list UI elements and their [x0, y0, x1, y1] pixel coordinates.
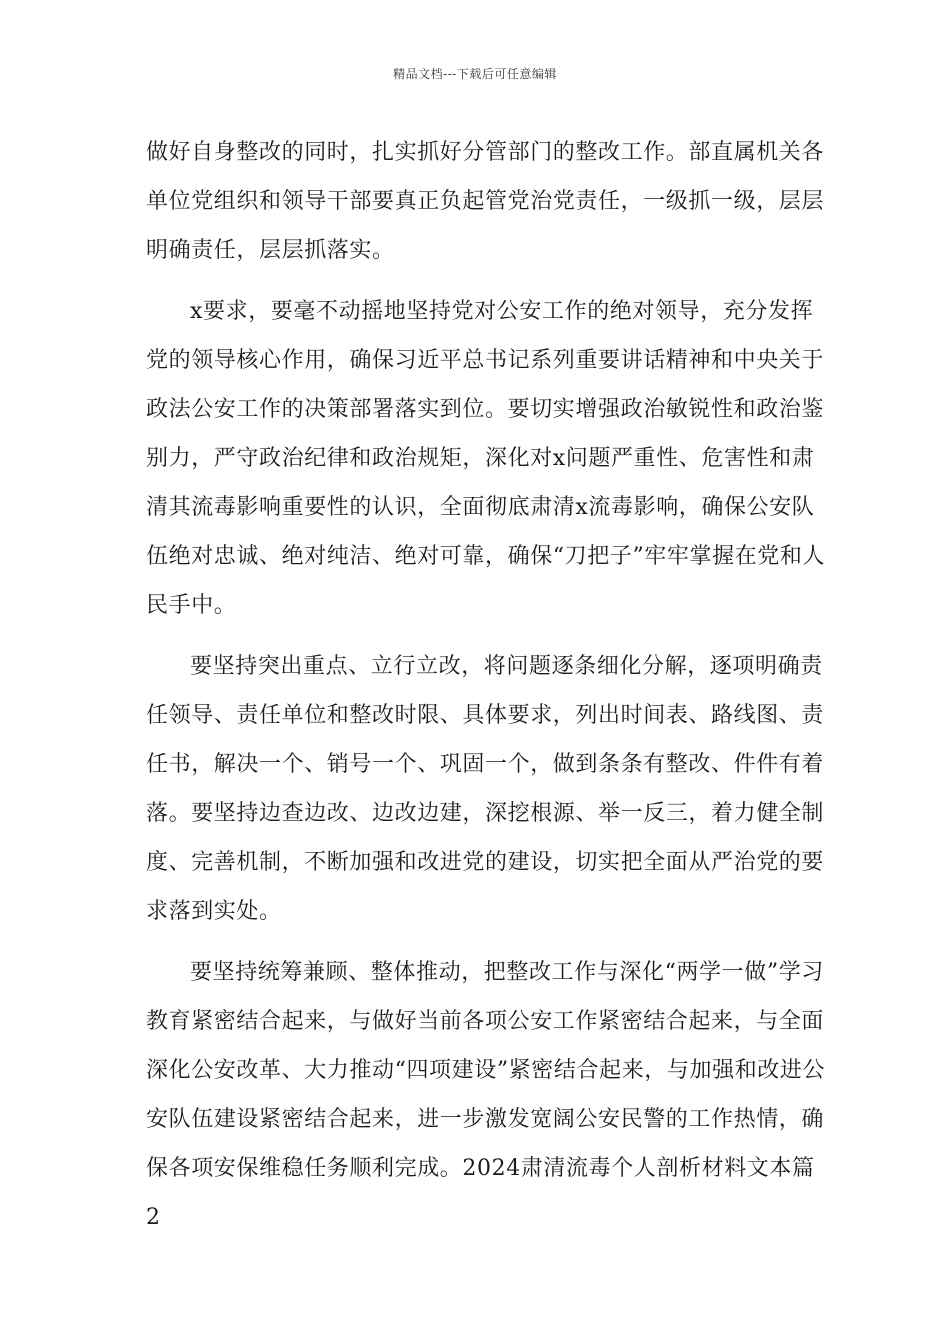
paragraph-continuation: 做好自身整改的同时，扎实抓好分管部门的整改工作。部直属机关各单位党组织和领导干部要真正负起管党治党责任，一级抓一级，层层明确责任，层层抓落实。	[146, 140, 825, 263]
paragraph-leadership: x要求，要毫不动摇地坚持党对公安工作的绝对领导，充分发挥党的领导核心作用，确保习近平总书记系列重要讲话精神和中央关于政法公安工作的决策部署落实到位。要切实增强政治敏锐性和政治鉴别力，严守政治纪律和政治规矩，深化对x问题严重性、危害性和肃清其流毒影响重要性的认识，全面彻底肃清x流毒影响，确保公安队伍绝对忠诚、绝对纯洁、绝对可靠，确保“刀把子”牢牢掌握在党和人民手中。	[146, 299, 826, 618]
page-header: 精品文档---下载后可任意编辑	[393, 67, 557, 81]
document-body	[146, 128, 826, 1254]
paragraph-rectification: 要坚持突出重点、立行立改，将问题逐条细化分解，逐项明确责任领导、责任单位和整改时限、具体要求，列出时间表、路线图、责任书，解决一个、销号一个、巩固一个，做到条条有整改、件件有着落。要坚持边查边改、边改边建，深挖根源、举一反三，着力健全制度、完善机制，不断加强和改进党的建设，切实把全面从严治党的要求落到实处。	[146, 654, 825, 924]
paragraph-coordination: 要坚持统筹兼顾、整体推动，把整改工作与深化“两学一做”学习教育紧密结合起来，与做好当前各项公安工作紧密结合起来，与全面深化公安改革、大力推动“四项建设”紧密结合起来，与加强和改进公安队伍建设紧密结合起来，进一步激发宽阔公安民警的工作热情，确保各项安保维稳任务顺利完成。2024肃清流毒个人剖析材料文本篇2	[146, 960, 826, 1230]
